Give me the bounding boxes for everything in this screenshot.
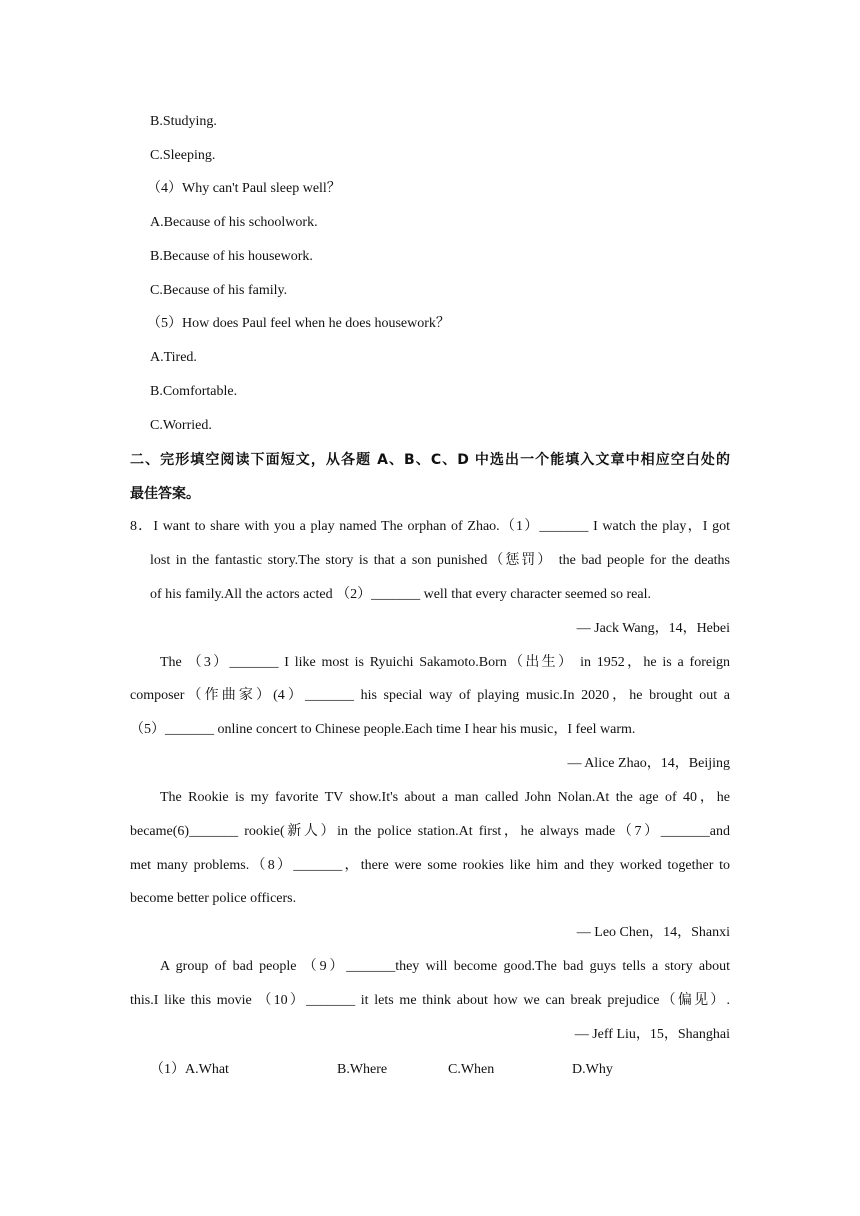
q4-option-c: C.Because of his family. bbox=[150, 283, 288, 298]
option-b: B.Where bbox=[337, 1062, 388, 1077]
passage-line: become better police officers. bbox=[130, 891, 297, 906]
passage-line: The （3）_______ I like most is Ryuichi Sakamoto.Born（出生） in 1952，he is a foreign bbox=[160, 655, 730, 670]
passage-line: （5）_______ online concert to Chinese people.Each time I hear his music，I feel warm. bbox=[130, 722, 636, 737]
question-4: （4）Why can't Paul sleep well？ bbox=[147, 181, 341, 196]
signature: — Jeff Liu，15，Shanghai bbox=[574, 1027, 730, 1042]
section-heading: 二、完形填空阅读下面短文，从各题 A、B、C、D 中选出一个能填入文章中相应空白处的 bbox=[130, 452, 730, 468]
question-5: （5）How does Paul feel when he does housework？ bbox=[147, 316, 450, 331]
q5-option-b: B.Comfortable. bbox=[150, 384, 238, 399]
option-c: C.When bbox=[448, 1062, 495, 1077]
q5-option-c: C.Worried. bbox=[150, 418, 212, 433]
signature: — Alice Zhao，14，Beijing bbox=[567, 756, 730, 771]
q5-option-a: A.Tired. bbox=[150, 350, 197, 365]
q4-option-b: B.Because of his housework. bbox=[150, 249, 313, 264]
option-b: B.Studying. bbox=[150, 114, 217, 129]
option-a: （1）A.What bbox=[150, 1062, 229, 1077]
option-d: D.Why bbox=[572, 1062, 613, 1077]
passage-line: met many problems.（8）_______，there were some rookies like him and they worked together to bbox=[130, 858, 730, 873]
passage-line: became(6)_______ rookie(新人）in the police station.At first，he always made（7）_______and bbox=[130, 824, 730, 839]
signature: — Jack Wang，14，Hebei bbox=[576, 621, 730, 636]
signature: — Leo Chen，14，Shanxi bbox=[576, 925, 730, 940]
q4-option-a: A.Because of his schoolwork. bbox=[150, 215, 318, 230]
passage-line: lost in the fantastic story.The story is that a son punished（惩罚） the bad people for the deaths bbox=[150, 553, 730, 568]
option-c: C.Sleeping. bbox=[150, 148, 216, 163]
passage-line: 8．I want to share with you a play named The orphan of Zhao.（1）_______ I watch the play，I got bbox=[130, 519, 730, 534]
passage-line: A group of bad people （9）_______they will become good.The bad guys tells a story about bbox=[160, 959, 730, 974]
passage-line: The Rookie is my favorite TV show.It's about a man called John Nolan.At the age of 40，he bbox=[160, 790, 730, 805]
passage-line: of his family.All the actors acted （2）_______ well that every character seemed so real. bbox=[150, 587, 651, 602]
passage-line: composer（作曲家）(4）_______ his special way of playing music.In 2020，he brought out a bbox=[130, 688, 730, 703]
section-heading-cont: 最佳答案。 bbox=[130, 486, 200, 502]
passage-line: this.I like this movie （10）_______ it lets me think about how we can break prejudice（偏见）. bbox=[130, 993, 730, 1008]
